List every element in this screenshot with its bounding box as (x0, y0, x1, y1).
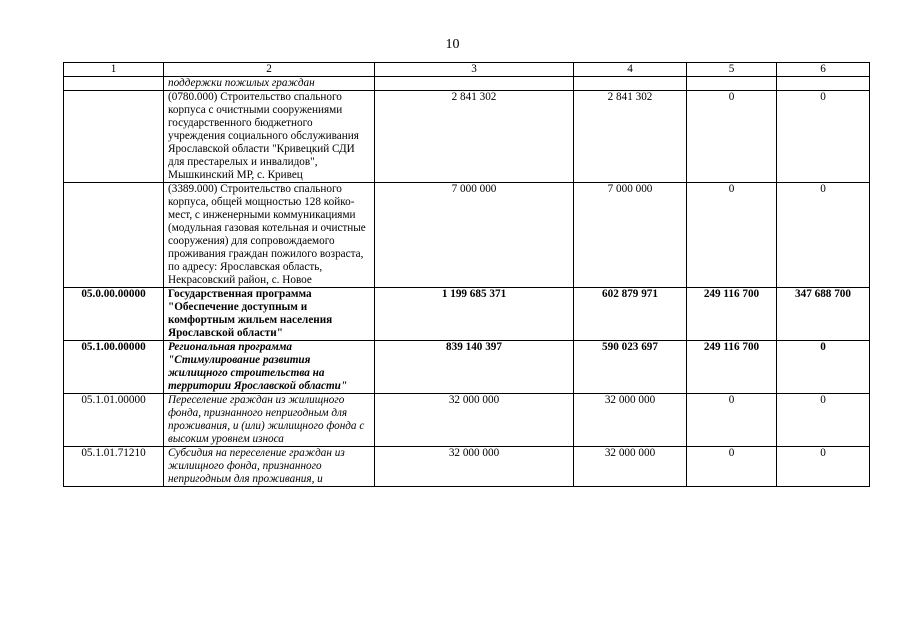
table-row (64, 447, 870, 487)
row-value-6: 0 (777, 91, 870, 183)
row-value-4: 32 000 000 (574, 447, 687, 487)
header-cell: 4 (574, 63, 687, 77)
row-value-6: 0 (777, 341, 870, 394)
table-row (64, 77, 870, 91)
row-value-4: 7 000 000 (574, 183, 687, 288)
row-value-6 (777, 77, 870, 91)
row-value-5: 0 (687, 91, 777, 183)
table-row (64, 183, 870, 288)
row-code (64, 77, 164, 91)
row-value-4 (574, 77, 687, 91)
row-name: Переселение граждан из жилищного фонда, признанного непригодным для проживания, и (или) жилищного фонда с высоким уровнем износа (164, 394, 375, 447)
row-value-4: 590 023 697 (574, 341, 687, 394)
table-row (64, 341, 870, 394)
row-value-5: 0 (687, 183, 777, 288)
row-name: (3389.000) Строительство спального корпуса, общей мощностью 128 койко-мест, с инженерными коммуникациями (модульная газовая котельная и очистные сооружения) для сопровождаемого проживания граждан пожилого возраста, по адресу: Ярославская область, Некрасовский район, с. Новое (164, 183, 375, 288)
row-value-5: 249 116 700 (687, 288, 777, 341)
row-value-6: 0 (777, 447, 870, 487)
row-value-3: 839 140 397 (375, 341, 574, 394)
row-value-6: 0 (777, 183, 870, 288)
header-cell: 6 (777, 63, 870, 77)
row-value-3: 7 000 000 (375, 183, 574, 288)
row-value-3: 2 841 302 (375, 91, 574, 183)
header-cell: 1 (64, 63, 164, 77)
row-code: 05.1.01.00000 (64, 394, 164, 447)
row-name: (0780.000) Строительство спального корпуса с очистными сооружениями государственного бюджетного учреждения социального обслуживания Ярославской области "Кривецкий СДИ для престарелых и инвалидов", Мышкинский МР, с. Кривец (164, 91, 375, 183)
row-value-3: 32 000 000 (375, 447, 574, 487)
row-value-5: 0 (687, 447, 777, 487)
row-value-3 (375, 77, 574, 91)
row-code (64, 91, 164, 183)
row-value-5 (687, 77, 777, 91)
row-name: Субсидия на переселение граждан из жилищного фонда, признанного непригодным для проживания, и (164, 447, 375, 487)
row-value-4: 602 879 971 (574, 288, 687, 341)
row-name: Региональная программа "Стимулирование развития жилищного строительства на территории Ярославской области" (164, 341, 375, 394)
table-row (64, 394, 870, 447)
header-cell: 5 (687, 63, 777, 77)
row-value-5: 0 (687, 394, 777, 447)
row-value-3: 32 000 000 (375, 394, 574, 447)
table-header-row (64, 63, 870, 77)
budget-table (63, 62, 870, 487)
row-code (64, 183, 164, 288)
row-code: 05.0.00.00000 (64, 288, 164, 341)
row-name: поддержки пожилых граждан (164, 77, 375, 91)
table-row (64, 288, 870, 341)
row-name: Государственная программа "Обеспечение доступным и комфортным жильем населения Ярославской области" (164, 288, 375, 341)
row-code: 05.1.01.71210 (64, 447, 164, 487)
page-number: 10 (445, 37, 460, 52)
row-value-3: 1 199 685 371 (375, 288, 574, 341)
row-value-5: 249 116 700 (687, 341, 777, 394)
header-cell: 2 (164, 63, 375, 77)
table-row (64, 91, 870, 183)
row-value-4: 32 000 000 (574, 394, 687, 447)
header-cell: 3 (375, 63, 574, 77)
row-value-4: 2 841 302 (574, 91, 687, 183)
row-value-6: 347 688 700 (777, 288, 870, 341)
row-code: 05.1.00.00000 (64, 341, 164, 394)
row-value-6: 0 (777, 394, 870, 447)
